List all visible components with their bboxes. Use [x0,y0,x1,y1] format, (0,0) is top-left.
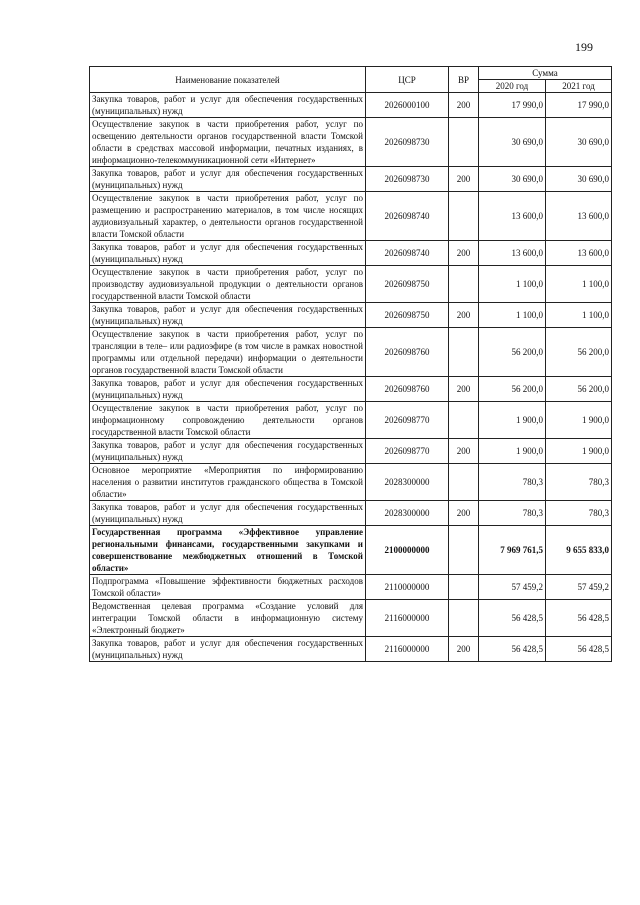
row-csr: 2026098730 [366,167,449,192]
row-vr [449,526,479,575]
row-name: Ведомственная целевая программа «Создание условий для интеграции Томской области в информационную систему «Электронный бюджет» [90,600,366,637]
row-csr: 2026098730 [366,118,449,167]
row-sum-2020: 780,3 [479,464,546,501]
row-sum-2020: 1 100,0 [479,266,546,303]
row-sum-2021: 56 200,0 [546,328,612,377]
row-csr: 2026098750 [366,303,449,328]
table-row [90,303,612,328]
row-sum-2021: 780,3 [546,501,612,526]
row-sum-2021: 56 200,0 [546,377,612,402]
table-row [90,377,612,402]
row-csr: 2026098740 [366,241,449,266]
table-row [90,637,612,662]
header-year-2021: 2021 год [546,80,612,93]
row-sum-2020: 13 600,0 [479,192,546,241]
row-vr [449,118,479,167]
row-csr: 2110000000 [366,575,449,600]
row-sum-2020: 1 900,0 [479,402,546,439]
row-vr: 200 [449,501,479,526]
table-row [90,328,612,377]
row-sum-2020: 30 690,0 [479,118,546,167]
row-sum-2020: 7 969 761,5 [479,526,546,575]
header-vr: ВР [449,67,479,93]
row-csr: 2116000000 [366,637,449,662]
row-sum-2021: 780,3 [546,464,612,501]
row-csr: 2100000000 [366,526,449,575]
row-sum-2021: 30 690,0 [546,118,612,167]
row-vr: 200 [449,637,479,662]
row-csr: 2026098750 [366,266,449,303]
table-row [90,600,612,637]
row-csr: 2028300000 [366,464,449,501]
row-sum-2020: 17 990,0 [479,93,546,118]
table-row [90,501,612,526]
table-row [90,93,612,118]
row-vr [449,328,479,377]
row-name: Закупка товаров, работ и услуг для обеспечения государственных (муниципальных) нужд [90,637,366,662]
header-sum: Сумма [479,67,612,80]
row-sum-2021: 1 100,0 [546,266,612,303]
row-sum-2021: 1 100,0 [546,303,612,328]
table-row [90,192,612,241]
row-sum-2021: 56 428,5 [546,600,612,637]
row-name: Осуществление закупок в части приобретения работ, услуг по размещению и распространению материалов, в том числе носящих аудиовизуальный характер, о деятельности органов государственной власти Томской области [90,192,366,241]
table-row [90,526,612,575]
table-row [90,439,612,464]
table-body [90,93,612,662]
table-row [90,575,612,600]
row-name: Закупка товаров, работ и услуг для обеспечения государственных (муниципальных) нужд [90,439,366,464]
page-number: 199 [575,40,593,54]
row-name: Основное мероприятие «Мероприятия по информированию населения о развитии институтов гражданского общества в Томской области» [90,464,366,501]
row-vr: 200 [449,439,479,464]
row-vr [449,575,479,600]
row-sum-2021: 56 428,5 [546,637,612,662]
row-sum-2020: 780,3 [479,501,546,526]
row-vr: 200 [449,303,479,328]
row-sum-2020: 56 200,0 [479,377,546,402]
row-sum-2021: 1 900,0 [546,402,612,439]
row-name: Осуществление закупок в части приобретения работ, услуг по трансляции в теле– или радиоэфире (в том числе в рамках новостной программы или отдельной передачи) информации о деятельности органов государственной власти Томской области [90,328,366,377]
row-name: Закупка товаров, работ и услуг для обеспечения государственных (муниципальных) нужд [90,167,366,192]
row-vr: 200 [449,377,479,402]
row-sum-2020: 1 900,0 [479,439,546,464]
row-sum-2020: 56 428,5 [479,637,546,662]
row-csr: 2026098760 [366,377,449,402]
row-sum-2021: 30 690,0 [546,167,612,192]
row-sum-2020: 56 200,0 [479,328,546,377]
row-sum-2021: 1 900,0 [546,439,612,464]
row-vr: 200 [449,241,479,266]
row-vr [449,464,479,501]
header-year-2020: 2020 год [479,80,546,93]
row-vr: 200 [449,93,479,118]
row-csr: 2026000100 [366,93,449,118]
table-row [90,167,612,192]
row-name: Подпрограмма «Повышение эффективности бюджетных расходов Томской области» [90,575,366,600]
row-name: Осуществление закупок в части приобретения работ, услуг по производству аудиовизуальной продукции о деятельности органов государственной власти Томской области [90,266,366,303]
table-row [90,118,612,167]
table-row [90,464,612,501]
row-sum-2020: 13 600,0 [479,241,546,266]
row-vr [449,600,479,637]
row-csr: 2028300000 [366,501,449,526]
budget-table [89,66,612,662]
row-sum-2021: 9 655 833,0 [546,526,612,575]
row-name: Осуществление закупок в части приобретения работ, услуг по освещению деятельности органов государственной власти Томской области в средствах массовой информации, печатных изданиях, в информационно-телекоммуникационной сети «Интернет» [90,118,366,167]
row-name: Государственная программа «Эффективное управление региональными финансами, государственными закупками и совершенствование межбюджетных отношений в Томской области» [90,526,366,575]
row-sum-2020: 30 690,0 [479,167,546,192]
row-sum-2021: 13 600,0 [546,241,612,266]
row-name: Осуществление закупок в части приобретения работ, услуг по информационному сопровождению деятельности органов государственной власти Томской области [90,402,366,439]
row-sum-2020: 57 459,2 [479,575,546,600]
row-name: Закупка товаров, работ и услуг для обеспечения государственных (муниципальных) нужд [90,377,366,402]
row-sum-2020: 1 100,0 [479,303,546,328]
row-csr: 2026098740 [366,192,449,241]
table-row [90,402,612,439]
row-csr: 2026098770 [366,439,449,464]
row-vr [449,402,479,439]
row-name: Закупка товаров, работ и услуг для обеспечения государственных (муниципальных) нужд [90,241,366,266]
row-vr [449,192,479,241]
row-name: Закупка товаров, работ и услуг для обеспечения государственных (муниципальных) нужд [90,93,366,118]
table-row [90,241,612,266]
row-name: Закупка товаров, работ и услуг для обеспечения государственных (муниципальных) нужд [90,501,366,526]
row-csr: 2026098770 [366,402,449,439]
header-csr: ЦСР [366,67,449,93]
row-sum-2021: 13 600,0 [546,192,612,241]
row-sum-2021: 17 990,0 [546,93,612,118]
row-vr: 200 [449,167,479,192]
header-name: Наименование показателей [90,67,366,93]
row-name: Закупка товаров, работ и услуг для обеспечения государственных (муниципальных) нужд [90,303,366,328]
row-sum-2021: 57 459,2 [546,575,612,600]
row-csr: 2026098760 [366,328,449,377]
row-vr [449,266,479,303]
row-sum-2020: 56 428,5 [479,600,546,637]
table-row [90,266,612,303]
row-csr: 2116000000 [366,600,449,637]
